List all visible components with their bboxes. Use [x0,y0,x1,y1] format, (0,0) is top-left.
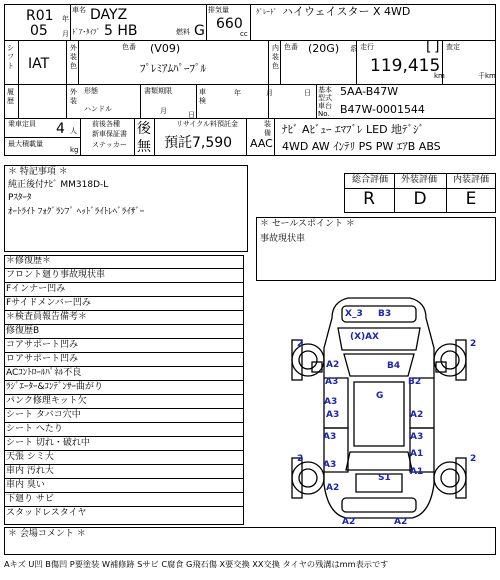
load-label: 最大積載量 [8,140,43,148]
repair-title: ＊修復歴＊ [4,255,243,269]
door-type-label: ﾄﾞｱ･ﾀｲﾌﾟ [72,28,100,36]
fuel-value: G [194,23,205,39]
inspector-title: ＊検査員報告備考＊ [4,311,243,325]
mileage-value: 119,415 [370,56,441,76]
cc-unit: cc [240,30,248,38]
car-name: DAYZ [90,7,128,23]
damage-mark: B4 [387,361,401,371]
inspection-year-label: 年 [234,89,241,97]
list-item: コアサポート凹み [4,339,243,353]
sales-point-text: 事故現状車 [260,234,306,244]
list-item: 下廻り サビ [4,493,243,507]
interior-code: (20G) [308,42,340,55]
displacement: 660 [216,16,243,32]
damage-mark: 2 [297,339,304,349]
rear-mark: 後 [137,121,151,137]
list-item: シート 切れ・破れ中 [4,437,243,451]
grade-label: ｸﾞﾚｰﾄﾞ [256,8,277,16]
mileage-bracket-left: [ [426,39,432,55]
damage-mark: B2 [408,377,422,387]
row-divider [4,118,496,119]
model-value: 5AA-B47W [340,85,399,98]
equipment-line-2: 4WD AW ｲﾝﾃﾘ PS PW ｴｱB ABS [282,140,441,153]
damage-mark: A3 [410,432,424,442]
damage-mark: S1 [378,473,391,483]
equipment-label: 装備 [264,120,271,137]
list-item: パンク修理キット欠 [4,395,243,409]
car-damage-diagram [262,288,496,526]
grade-value: ハイウェイスター X 4WD [282,5,411,18]
damage-mark: A1 [410,467,424,477]
interior-grade-label: 内装評価 [453,175,490,185]
total-grade-label: 総合評価 [352,175,389,185]
list-item: ﾗｼﾞｴｰﾀｰ&ｺﾝﾃﾞﾝｻｰ曲がり [4,381,243,395]
damage-mark: A2 [394,517,408,527]
damage-mark: G [376,391,384,401]
equipment-line-1: ﾅﾋﾞ Aﾋﾞｭｰ ｴﾏﾌﾞﾚ LED 地ﾃﾞｼﾞ [282,123,425,136]
damage-mark: A2 [326,360,340,370]
legend: Aキズ U凹 B傷凹 P要塗装 W補修跡 Sサビ C腐食 G飛石傷 X要交換 XX交換 タイヤの残溝はmm表示です [4,559,389,569]
handle-label: ハンドル [84,105,112,113]
sticker-label: ステッカー [92,141,127,149]
damage-mark: A3 [323,460,337,470]
history-label: 履歴 [7,88,14,105]
recycle-label: リサイクル料預託金 [176,120,239,128]
displacement-label: 排気量 [208,6,229,14]
damage-mark: 2 [470,454,477,464]
interior-color-label: 内装色 [272,44,279,70]
chassis-label: 車台No. [318,102,332,118]
exterior-label: 外装 [70,88,77,105]
sales-point-title: ＊ セールスポイント ＊ [260,219,355,229]
damage-mark: B3 [378,309,392,319]
chassis-value: B47W-0001544 [340,103,425,116]
list-item: 修復歴B [4,325,243,339]
month-label: 月 [62,30,69,38]
exterior-grade: D [413,189,427,209]
shift-label: シフト [7,44,14,70]
month-value: 05 [30,23,48,39]
new-reg-label: 新車保証書 [92,130,127,138]
model-label: 基本型式 [318,86,332,102]
mark-label: 前後各種 [92,120,120,128]
docs-month-label: 月 [160,107,167,115]
none-mark: 無 [137,139,151,155]
damage-mark: X_3 [345,309,363,319]
damage-mark: A2 [326,483,340,493]
list-item: フロント廻り事故現状車 [4,269,243,283]
color-code: (V09) [150,42,181,55]
damage-mark: (X)A [350,332,373,342]
recycle-value: 預託7,590 [164,135,233,151]
feature-line: Pｽﾀｰﾀ [8,193,32,203]
inspection-label: 車検 [199,88,206,105]
exterior-color-label: 外装色 [70,44,77,70]
shift-value: IAT [28,56,50,72]
car-name-label: 車名 [72,6,86,14]
damage-mark: A3 [323,432,337,442]
assessment-label: 査定 [446,43,460,51]
damage-mark: 2 [470,339,477,349]
list-item: シート へたり [4,423,243,437]
list-item: Fサイドメンバー凹み [4,297,243,311]
color-label: 色番 [122,43,136,51]
features-title: ＊ 特記事項 ＊ [8,167,68,177]
capacity-unit: 人 [70,127,77,135]
list-item: スタッドレスタイヤ [6,508,87,518]
year-label: 年 [62,15,69,23]
ac-value: AAC [250,137,273,150]
damage-mark: A1 [410,449,424,459]
mileage-label: 走行 [360,43,374,51]
inspection-day-label: 日 [304,89,311,97]
feature-line: ｵｰﾄﾗｲﾄ ﾌｫｸﾞﾗﾝﾌﾟ ﾍｯﾄﾞﾗｲﾄﾚﾍﾞﾗｲｻﾞｰ [8,207,145,217]
thousand-km-unit: 千km [478,72,496,80]
list-item: ロアサポート凹み [4,353,243,367]
interior-type-label: 系 [350,45,357,53]
damage-mark: A2 [410,410,424,420]
damage-mark: A2 [342,517,356,527]
door-type: 5 HB [104,23,138,39]
list-item: 車内 汚れ大 [4,465,243,479]
inspection-month-label: 月 [266,89,273,97]
feature-line: 純正後付ﾅﾋﾞ MM318D-L [8,180,109,190]
interior-color-label2: 色番 [284,43,298,51]
capacity-value: 4 [56,121,65,137]
damage-mark: 2 [297,454,304,464]
load-unit: kg [70,146,79,154]
total-grade: R [363,189,375,209]
list-item: シート タバコ穴中 [4,409,243,423]
docs-label: 書類期限 [144,87,172,95]
damage-mark: X [372,332,379,342]
venue-comment-title: ＊ 会場コメント ＊ [8,529,86,539]
fuel-label: 燃料 [176,28,190,36]
mileage-bracket-right: ] [434,39,440,55]
shape-label: 形態 [84,87,98,95]
damage-mark: A3 [324,397,338,407]
era-value: R01 [26,8,54,24]
damage-mark: A3 [325,377,339,387]
list-item: 天張 シミ大 [4,451,243,465]
exterior-grade-label: 外装評価 [401,175,438,185]
row-divider [4,84,496,85]
capacity-label: 乗車定員 [8,120,36,128]
list-item: 車内 臭い [4,479,243,493]
list-item: Fインナー凹み [4,283,243,297]
color-name: ﾌﾟﾚﾐｱﾑﾊﾟｰﾌﾟﾙ [140,62,206,75]
km-unit: km [434,72,445,80]
list-item: ACｺﾝﾄﾛｰﾙﾊﾟﾈﾙ不良 [4,367,243,381]
damage-mark: A3 [326,410,340,420]
interior-grade: E [465,189,477,209]
docs-day-label: 日 [188,111,195,119]
